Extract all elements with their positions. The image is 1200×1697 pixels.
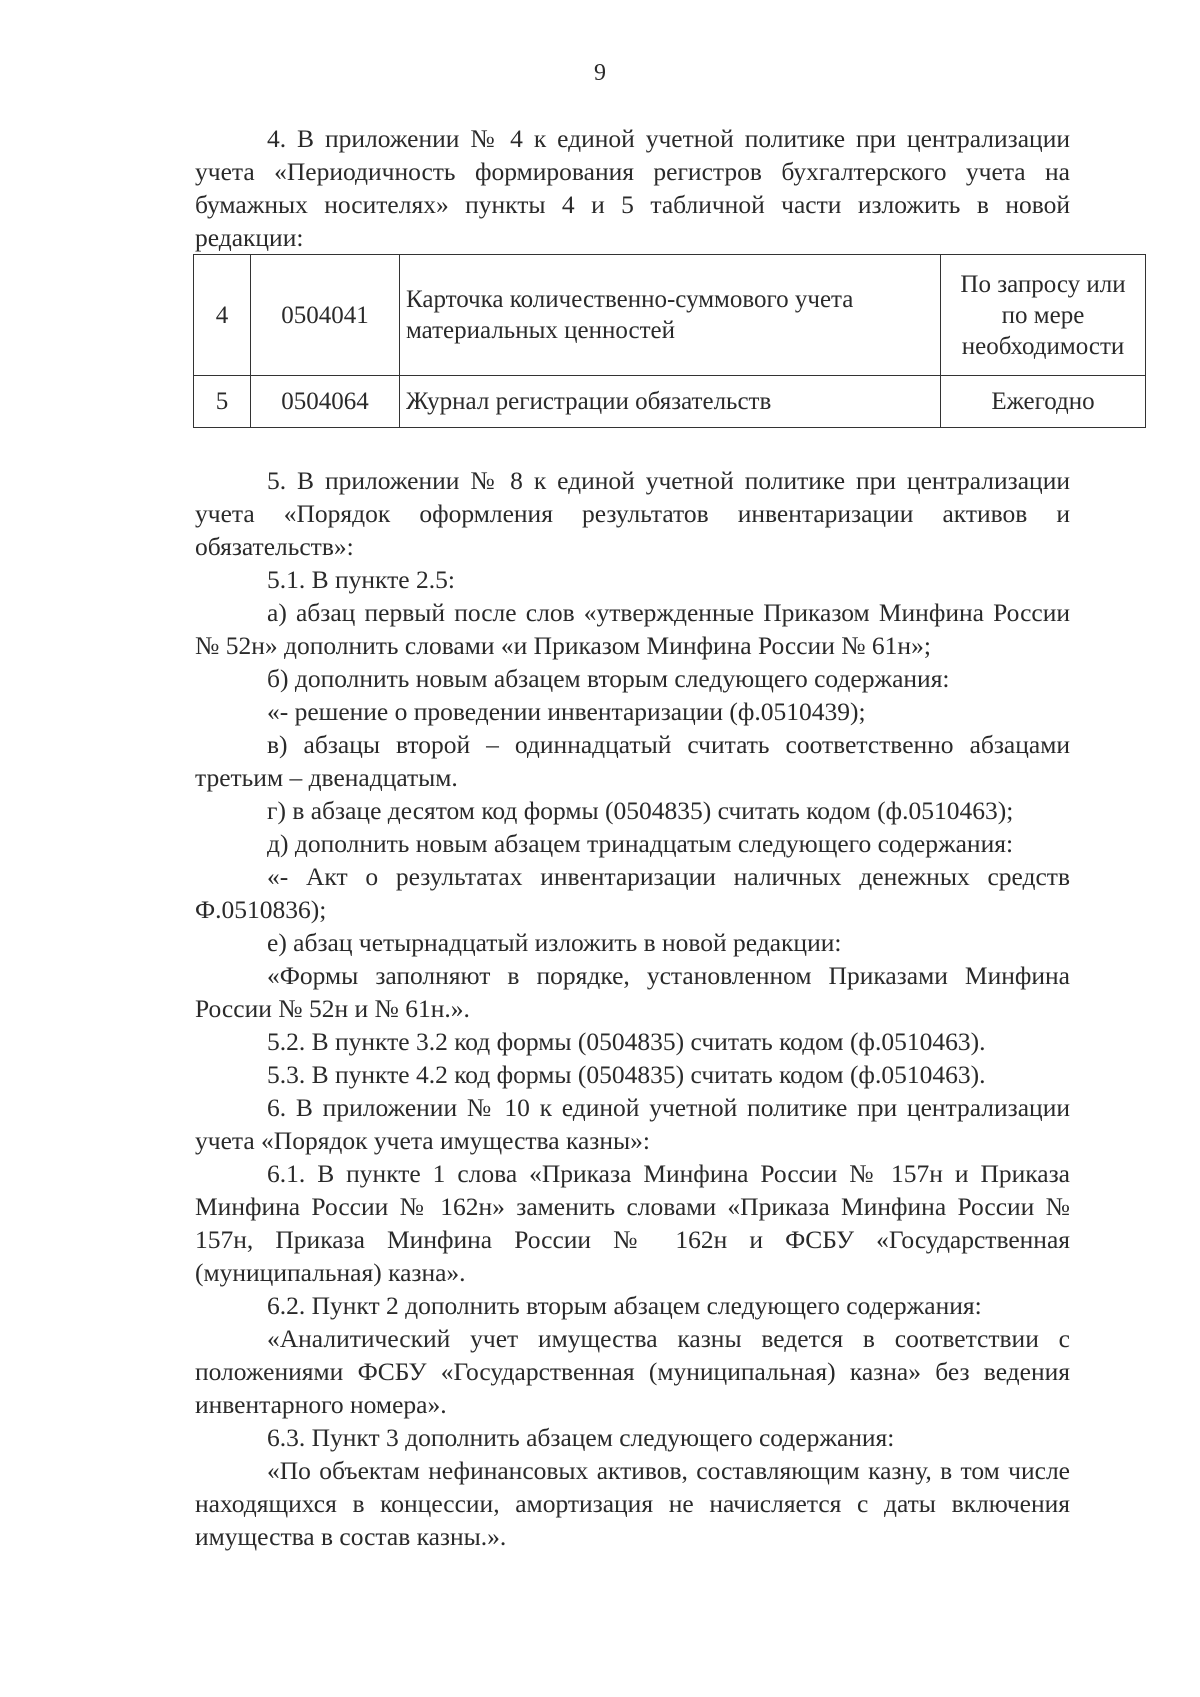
register-name: Журнал регистрации обязательств [400, 376, 941, 428]
paragraph-5-2: 5.2. В пункте 3.2 код формы (0504835) считать кодом (ф.0510463). [267, 1027, 986, 1056]
quote-analytical-accounting: «Аналитический учет имущества казны ведется в соответствии с положениями ФСБУ «Государственная (муниципальная) казна» без ведения инвентарного номера». [195, 1324, 1070, 1419]
row-number: 4 [194, 255, 251, 376]
item-g: г) в абзаце десятом код формы (0504835) считать кодом (ф.0510463); [267, 796, 1014, 825]
paragraph-5-3: 5.3. В пункте 4.2 код формы (0504835) считать кодом (ф.0510463). [267, 1060, 986, 1089]
frequency: По запросу или по мере необходимости [941, 255, 1146, 376]
form-code: 0504064 [251, 376, 400, 428]
register-name: Карточка количественно-суммового учета материальных ценностей [400, 255, 941, 376]
quote-depreciation: «По объектам нефинансовых активов, составляющим казну, в том числе находящихся в концессии, амортизация не начисляется с даты включения имущества в состав казны.». [195, 1456, 1070, 1551]
paragraph-6-2: 6.2. Пункт 2 дополнить вторым абзацем следующего содержания: [267, 1291, 982, 1320]
form-code: 0504041 [251, 255, 400, 376]
page-number: 9 [594, 60, 606, 86]
paragraph-4-intro: 4. В приложении № 4 к единой учетной политике при централизации учета «Периодичность формирования регистров бухгалтерского учета на бумажных носителях» пункты 4 и 5 табличной части изложить в новой редакции: [195, 124, 1070, 252]
frequency: Ежегодно [941, 376, 1146, 428]
registers-table [193, 254, 1146, 428]
quote-forms: «Формы заполняют в порядке, установленном Приказами Минфина России № 52н и № 61н.». [195, 961, 1070, 1023]
table-row [194, 376, 1146, 428]
item-d: д) дополнить новым абзацем тринадцатым следующего содержания: [267, 829, 1014, 858]
paragraph-5: 5. В приложении № 8 к единой учетной политике при централизации учета «Порядок оформления результатов инвентаризации активов и обязательств»: [195, 466, 1070, 561]
row-number: 5 [194, 376, 251, 428]
quote-cash-act: «- Акт о результатах инвентаризации наличных денежных средств Ф.0510836); [195, 862, 1070, 924]
paragraph-6-1: 6.1. В пункте 1 слова «Приказа Минфина России № 157н и Приказа Минфина России № 162н» заменить словами «Приказа Минфина России № 157н, Приказа Минфина России № 162н и ФСБУ «Государственная (муниципальная) казна». [195, 1159, 1070, 1287]
item-b: б) дополнить новым абзацем вторым следующего содержания: [267, 664, 950, 693]
item-v: в) абзацы второй – одиннадцатый считать соответственно абзацами третьим – двенадцатым. [195, 730, 1070, 792]
paragraph-5-1: 5.1. В пункте 2.5: [267, 565, 455, 594]
paragraph-6: 6. В приложении № 10 к единой учетной политике при централизации учета «Порядок учета имущества казны»: [195, 1093, 1070, 1155]
item-e: е) абзац четырнадцатый изложить в новой редакции: [267, 928, 842, 957]
table-row [194, 255, 1146, 376]
item-a: а) абзац первый после слов «утвержденные Приказом Минфина России № 52н» дополнить словами «и Приказом Минфина России № 61н»; [195, 598, 1070, 660]
paragraph-6-3: 6.3. Пункт 3 дополнить абзацем следующего содержания: [267, 1423, 895, 1452]
quote-inventory-decision: «- решение о проведении инвентаризации (ф.0510439); [267, 697, 866, 726]
document-body [195, 122, 1126, 1553]
